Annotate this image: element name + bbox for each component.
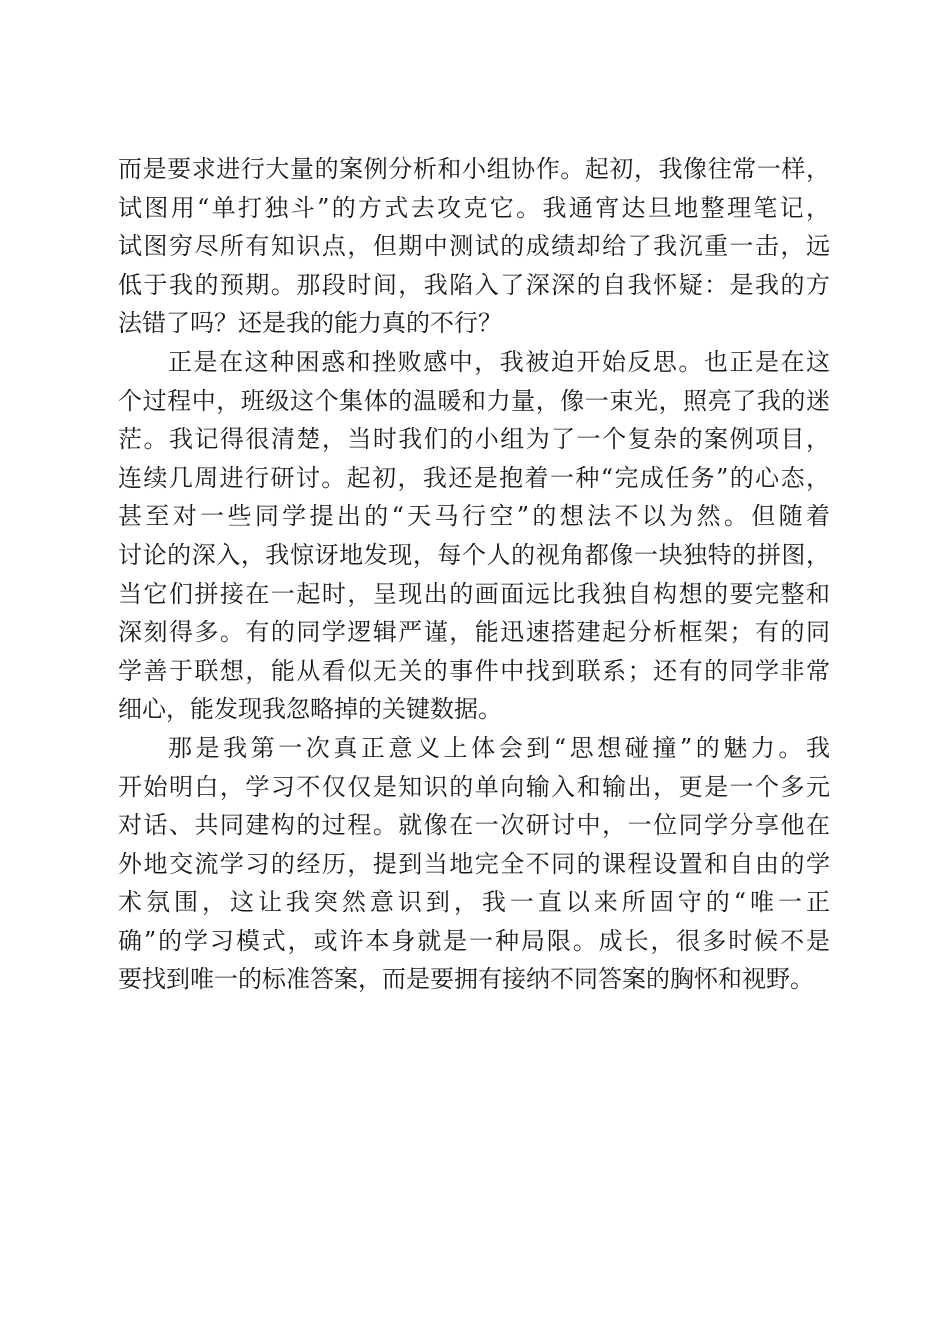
paragraph-1 (118, 150, 830, 343)
text-line: 试图穷尽所有知识点，但期中测试的成绩却给了我沉重一击，远 (118, 232, 830, 261)
text-line: 那是我第一次真正意义上体会到“思想碰撞”的魅力。我 (168, 733, 830, 762)
text-line: 要找到唯一的标准答案，而是要拥有接纳不同答案的胸怀和视野。 (118, 965, 814, 994)
text-line: 确”的学习模式，或许本身就是一种局限。成长，很多时候不是 (118, 926, 830, 955)
text-line: 法错了吗？还是我的能力真的不行？ (118, 309, 502, 338)
text-line: 试图用“单打独斗”的方式去攻克它。我通宵达旦地整理笔记， (118, 193, 830, 222)
paragraph-3 (118, 729, 830, 999)
text-line: 连续几周进行研讨。起初，我还是抱着一种“完成任务”的心态， (118, 463, 830, 492)
text-line: 细心，能发现我忽略掉的关键数据。 (118, 695, 502, 724)
text-line: 甚至对一些同学提出的“天马行空”的想法不以为然。但随着 (118, 502, 830, 531)
text-line: 而是要求进行大量的案例分析和小组协作。起初，我像往常一样， (118, 155, 830, 183)
text-line: 讨论的深入，我惊讶地发现，每个人的视角都像一块独特的拼图， (118, 540, 830, 569)
body-text (118, 150, 830, 999)
text-line: 外地交流学习的经历，提到当地完全不同的课程设置和自由的学 (118, 849, 830, 878)
text-line: 低于我的预期。那段时间，我陷入了深深的自我怀疑：是我的方 (118, 270, 830, 299)
text-line: 深刻得多。有的同学逻辑严谨，能迅速搭建起分析框架；有的同 (118, 618, 830, 647)
text-line: 正是在这种困惑和挫败感中，我被迫开始反思。也正是在这 (168, 347, 830, 376)
text-line: 茫。我记得很清楚，当时我们的小组为了一个复杂的案例项目， (118, 425, 830, 454)
paragraph-2 (118, 343, 830, 729)
text-line: 学善于联想，能从看似无关的事件中找到联系；还有的同学非常 (118, 656, 830, 685)
text-line: 术氛围，这让我突然意识到，我一直以来所固守的“唯一正 (118, 888, 830, 917)
text-line: 当它们拼接在一起时，呈现出的画面远比我独自构想的要完整和 (118, 579, 830, 608)
text-line: 对话、共同建构的过程。就像在一次研讨中，一位同学分享他在 (118, 811, 830, 840)
text-line: 个过程中，班级这个集体的温暖和力量，像一束光，照亮了我的迷 (118, 386, 830, 415)
text-line: 开始明白，学习不仅仅是知识的单向输入和输出，更是一个多元 (118, 772, 830, 801)
